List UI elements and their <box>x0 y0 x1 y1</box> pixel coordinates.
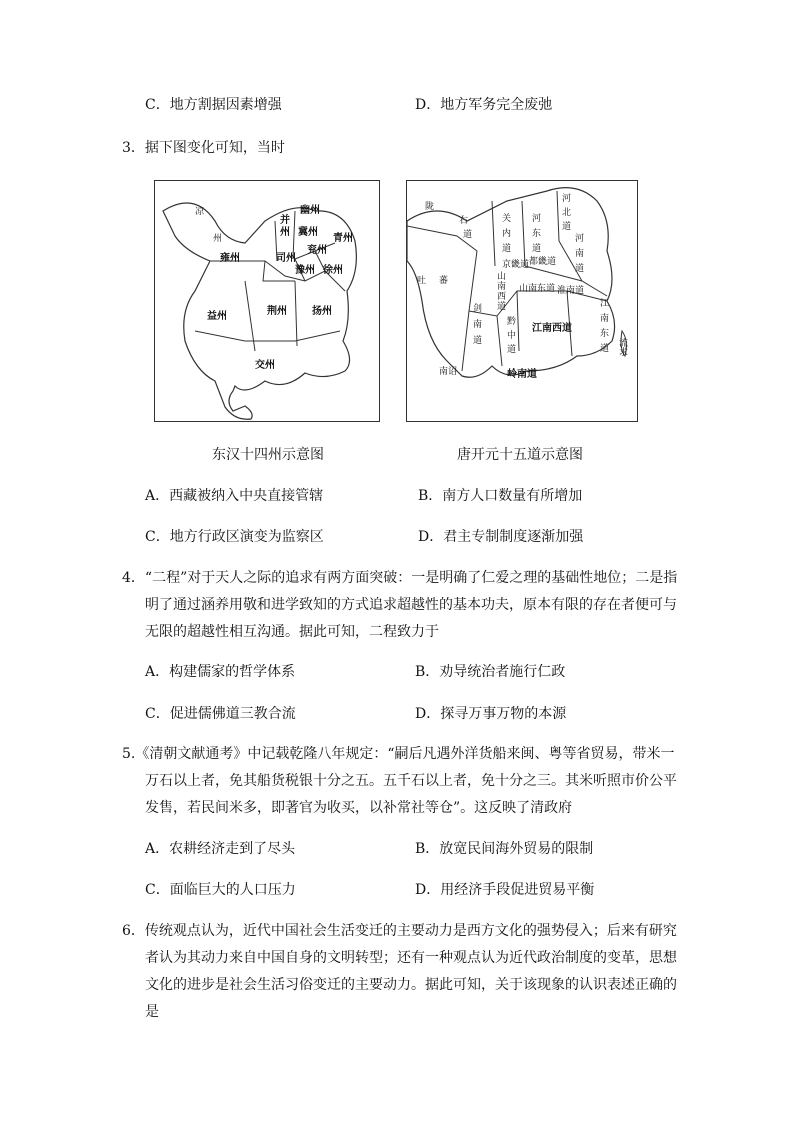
q2-option-d: D．地方军务完全废弛 <box>415 97 553 113</box>
q5-line-3: 发售，若民间米多，即著官为收买，以补常社等仓”。这反映了清政府 <box>145 800 573 816</box>
map-right-label: 江南西道 <box>532 323 572 334</box>
q4-option-a: A．构建儒家的哲学体系 <box>145 664 296 680</box>
map-right-label: 山 <box>497 272 507 282</box>
q4-option-d: D．探寻万事万物的本源 <box>415 706 567 722</box>
map-left-label: 兖州 <box>307 245 327 256</box>
q5-line-1: 5.《清朝文献通考》中记载乾隆八年规定：“嗣后凡遇外洋货船来闽、粤等省贸易，带米一 <box>122 746 675 762</box>
q3-option-b: B．南方人口数量有所增加 <box>418 488 583 504</box>
map-eastern-han-drawing <box>155 181 379 421</box>
map-right-label: 吐 <box>417 276 427 286</box>
q4-line-3: 无限的超越性相互沟通。据此可知，二程致力于 <box>145 624 439 640</box>
map-left-label: 凉 <box>195 207 205 217</box>
q6-line-4: 是 <box>145 1004 159 1020</box>
q5-option-d: D．用经济手段促进贸易平衡 <box>415 882 595 898</box>
map-right-label: 江 <box>600 299 610 309</box>
q6-line-3: 文化的进步是社会生活习俗变迁的主要动力。据此可知，关于该现象的认识表述正确的 <box>145 977 677 993</box>
q5-option-c: C．面临巨大的人口压力 <box>145 882 296 898</box>
map-left-label: 司州 <box>276 253 296 264</box>
map-right-caption: 唐开元十五道示意图 <box>457 447 583 463</box>
map-right-label: 道 <box>497 302 507 312</box>
map-eastern-han <box>154 180 380 422</box>
map-tang-circuits <box>406 180 638 422</box>
map-left-label: 徐州 <box>323 265 343 276</box>
map-right-label: 黔 <box>507 317 517 327</box>
map-right-label: 河 <box>532 214 542 224</box>
map-left-label: 雍州 <box>220 253 240 264</box>
map-right-label: 陇 <box>425 202 435 212</box>
map-right-label: 道 <box>532 244 542 254</box>
map-right-label: 中 <box>507 331 517 341</box>
q5-option-b: B．放宽民间海外贸易的限制 <box>415 841 594 857</box>
q6-line-1: 6．传统观点认为，近代中国社会生活变迁的主要动力是西方文化的强势侵入；后来有研究 <box>122 923 677 939</box>
map-left-label: 交州 <box>255 360 275 371</box>
map-right-label: 右 <box>459 216 469 226</box>
q3-stem: 3．据下图变化可知，当时 <box>122 140 285 156</box>
q4-line-2: 明了通过涵养用敬和进学致知的方式追求超越性的基本功夫，原本有限的存在者便可与 <box>145 597 677 613</box>
map-left-label: 青州 <box>333 233 353 244</box>
map-right-label: 淮南道 <box>557 286 585 296</box>
map-left-label: 州 <box>280 227 290 238</box>
q4-option-c: C．促进儒佛道三教合流 <box>145 706 296 722</box>
map-left-label: 州 <box>213 234 223 244</box>
map-right-label: 道 <box>600 344 610 354</box>
q4-option-b: B．劝导统治者施行仁政 <box>415 664 566 680</box>
map-right-label: 南 <box>473 320 483 330</box>
map-right-label: 道 <box>562 222 572 232</box>
map-right-label: 道 <box>463 230 473 240</box>
map-left-label: 并 <box>280 215 290 226</box>
map-right-label: 河 <box>575 234 585 244</box>
q3-option-d: D．君主专制制度逐渐加强 <box>418 529 584 545</box>
map-right-label: 剑 <box>473 304 483 314</box>
map-right-label: 东 <box>600 329 610 339</box>
q3-option-c: C．地方行政区演变为监察区 <box>145 529 324 545</box>
map-right-label: 南诏 <box>439 367 458 377</box>
q4-line-1: 4．“二程”对于天人之际的追求有两方面突破：一是明确了仁爱之理的基础性地位；二是指 <box>122 570 678 586</box>
map-right-label: 北 <box>562 208 572 218</box>
map-right-label: 内 <box>502 229 512 239</box>
q5-line-2: 万石以上者，免其船货税银十分之五。五千石以上者，免十分之三。其米听照市价公平 <box>145 773 677 789</box>
map-right-label: 道 <box>507 345 517 355</box>
map-left-label: 豫州 <box>295 265 315 276</box>
q2-option-c: C．地方割据因素增强 <box>145 97 282 113</box>
q3-option-a: A．西藏被纳入中央直接管辖 <box>145 488 324 504</box>
map-right-label: 求 <box>619 348 629 358</box>
map-right-label: 岭南道 <box>507 369 537 380</box>
map-right-label: 河 <box>562 194 572 204</box>
map-right-label: 都畿道 <box>529 257 557 267</box>
map-left-caption: 东汉十四州示意图 <box>212 447 324 463</box>
map-right-label: 京畿道 <box>502 260 530 270</box>
map-right-label: 关 <box>502 214 512 224</box>
map-right-label: 南 <box>575 249 585 259</box>
map-right-label: 道 <box>473 336 483 346</box>
map-right-label: 蕃 <box>439 276 449 286</box>
map-right-label: 西 <box>497 292 507 302</box>
map-tang-circuits-drawing <box>407 181 637 421</box>
q6-line-2: 者认为其动力来自中国自身的文明转型；还有一种观点认为近代政治制度的变革，思想 <box>145 950 677 966</box>
map-right-label: 道 <box>575 264 585 274</box>
q5-option-a: A．农耕经济走到了尽头 <box>145 841 296 857</box>
map-left-label: 冀州 <box>298 227 318 238</box>
map-right-label: 东 <box>532 229 542 239</box>
map-left-label: 益州 <box>207 311 227 322</box>
map-left-label: 扬州 <box>312 306 332 317</box>
map-left-label: 幽州 <box>300 205 320 216</box>
map-right-label: 南 <box>497 282 507 292</box>
map-left-label: 荆州 <box>267 306 287 317</box>
map-right-label: 流 <box>619 339 629 349</box>
map-right-label: 南 <box>600 314 610 324</box>
map-right-label: 山南东道 <box>519 284 556 294</box>
map-right-label: 道 <box>502 244 512 254</box>
